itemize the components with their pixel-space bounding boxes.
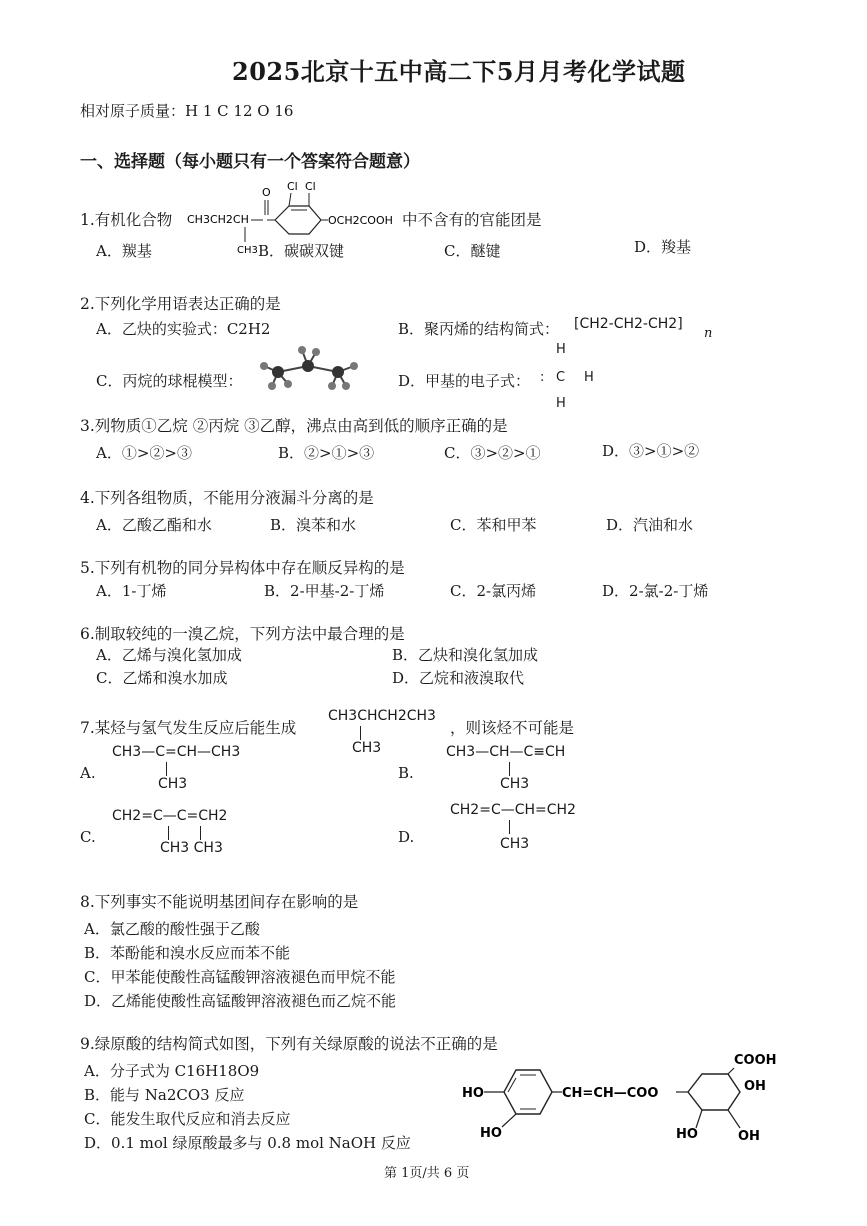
q4-option-c[interactable]: C．苯和甲苯 [450, 516, 537, 534]
q4-option-d[interactable]: D．汽油和水 [606, 516, 694, 534]
methyl-lone-dot: : [540, 370, 545, 385]
q1-suffix: 中不含有的官能团是 [402, 211, 542, 229]
methyl-h-bottom: H [556, 396, 566, 411]
q7-option-d-sub: CH3 [500, 836, 530, 852]
q2-polymer-n: n [704, 326, 713, 341]
q6-option-a[interactable]: A．乙烯与溴化氢加成 [96, 646, 242, 664]
q5-option-d[interactable]: D．2-氯-2-丁烯 [602, 582, 709, 600]
q9-oh2: OH [738, 1129, 760, 1144]
q7-option-d-label[interactable]: D. [398, 828, 415, 846]
q7-option-b-sub: CH3 [500, 776, 530, 792]
q9-option-a[interactable]: A．分子式为 C16H18O9 [84, 1062, 260, 1080]
q9-ho2: HO [480, 1126, 502, 1141]
q2-option-d[interactable]: D．甲基的电子式： [398, 372, 531, 390]
q7-a-bond [166, 762, 167, 776]
q1-option-d[interactable]: D．羧基 [634, 238, 692, 256]
q7-product-bond [360, 726, 361, 740]
q8-option-d[interactable]: D．乙烯能使酸性高锰酸钾溶液褪色而乙烷不能 [84, 992, 397, 1010]
q5-stem: 5.下列有机物的同分异构体中存在顺反异构的是 [80, 559, 405, 577]
q4-stem: 4.下列各组物质，不能用分液漏斗分离的是 [80, 489, 374, 507]
q7-option-c-sub: CH3 CH3 [160, 840, 223, 856]
q7-c-bond2 [200, 826, 201, 840]
propane-ball-stick-model [258, 344, 368, 394]
q1-methyl: CH3 [237, 245, 258, 256]
section-heading: 一、选择题（每小题只有一个答案符合题意） [80, 152, 420, 172]
q8-option-c[interactable]: C．甲苯能使酸性高锰酸钾溶液褪色而甲烷不能 [84, 968, 396, 986]
q6-option-b[interactable]: B．乙炔和溴化氢加成 [392, 646, 539, 664]
q7-option-c-label[interactable]: C. [80, 828, 96, 846]
q9-cooh: COOH [734, 1053, 777, 1068]
page-footer: 第 1页/共 6 页 [384, 1166, 470, 1181]
q9-option-c[interactable]: C．能发生取代反应和消去反应 [84, 1110, 291, 1128]
q1-substituent: OCH2COOH [328, 214, 393, 227]
q7-option-d-main: CH2=C—CH=CH2 [450, 802, 576, 818]
chlorogenic-acid-structure [458, 1048, 808, 1148]
q7-product: CH3CHCH2CH3 [328, 708, 436, 724]
q7-option-a-label[interactable]: A. [80, 764, 96, 782]
q3-option-b[interactable]: B．②>①>③ [278, 444, 375, 462]
q9-chain: CH=CH—COO [562, 1086, 659, 1101]
q2-stem: 2.下列化学用语表达正确的是 [80, 295, 281, 313]
q7-suffix: ，则该烃不可能是 [450, 719, 575, 737]
q7-prefix: 7.某烃与氢气发生反应后能生成 [80, 719, 297, 737]
q9-ho1: HO [462, 1086, 484, 1101]
q3-stem: 3.列物质①乙烷 ②丙烷 ③乙醇，沸点由高到低的顺序正确的是 [80, 417, 508, 435]
q1-cl1: Cl [287, 180, 298, 193]
page-title: 2025北京十五中高二下5月月考化学试题 [232, 57, 686, 86]
q2-option-b[interactable]: B．聚丙烯的结构简式： [398, 320, 560, 338]
methyl-c: C [556, 370, 566, 385]
q9-oh1: OH [744, 1079, 766, 1094]
q7-option-b-label[interactable]: B. [398, 764, 414, 782]
q7-product-methyl: CH3 [352, 740, 382, 756]
q6-stem: 6.制取较纯的一溴乙烷，下列方法中最合理的是 [80, 625, 405, 643]
q6-option-c[interactable]: C．乙烯和溴水加成 [96, 669, 228, 687]
q7-option-c-main: CH2=C—C=CH2 [112, 808, 228, 824]
q4-option-b[interactable]: B．溴苯和水 [270, 516, 357, 534]
q1-carbonyl-o: O [262, 186, 271, 199]
q8-stem: 8.下列事实不能说明基团间存在影响的是 [80, 893, 359, 911]
methyl-h-top: H [556, 342, 566, 357]
q5-option-a[interactable]: A．1-丁烯 [96, 582, 167, 600]
q7-option-a-main: CH3—C=CH—CH3 [112, 744, 241, 760]
q7-option-a-sub: CH3 [158, 776, 188, 792]
q1-option-b[interactable]: B．碳碳双键 [258, 242, 345, 260]
atomic-masses: 相对原子质量：H 1 C 12 O 16 [80, 102, 294, 120]
q1-chain: CH3CH2CH [187, 213, 249, 226]
q5-option-b[interactable]: B．2-甲基-2-丁烯 [264, 582, 385, 600]
q3-option-a[interactable]: A．①>②>③ [96, 444, 192, 462]
q7-b-bond [509, 762, 510, 776]
q9-ho3: HO [676, 1127, 698, 1142]
q4-option-a[interactable]: A．乙酸乙酯和水 [96, 516, 212, 534]
q1-option-c[interactable]: C．醚键 [444, 242, 501, 260]
q8-option-b[interactable]: B．苯酚能和溴水反应而苯不能 [84, 944, 291, 962]
q7-option-b-main: CH3—CH—C≡CH [446, 744, 566, 760]
q2-option-a[interactable]: A．乙炔的实验式：C2H2 [96, 320, 271, 338]
q8-option-a[interactable]: A．氯乙酸的酸性强于乙酸 [84, 920, 260, 938]
q9-option-d[interactable]: D．0.1 mol 绿原酸最多与 0.8 mol NaOH 反应 [84, 1134, 411, 1152]
q6-option-d[interactable]: D．乙烷和液溴取代 [392, 669, 525, 687]
q2-option-c[interactable]: C．丙烷的球棍模型： [96, 372, 243, 390]
q3-option-c[interactable]: C．③>②>① [444, 444, 541, 462]
q7-c-bond1 [168, 826, 169, 840]
q3-option-d[interactable]: D．③>①>② [602, 442, 700, 460]
q1-option-a[interactable]: A．羰基 [96, 242, 152, 260]
methyl-h-right: H [584, 370, 594, 385]
q7-d-bond [509, 820, 510, 834]
q2-polypropene-formula: [CH2-CH2-CH2] [574, 316, 683, 332]
q1-prefix: 1.有机化合物 [80, 211, 173, 229]
q1-cl2: Cl [305, 180, 316, 193]
q9-stem: 9.绿原酸的结构简式如图，下列有关绿原酸的说法不正确的是 [80, 1035, 498, 1053]
q9-option-b[interactable]: B．能与 Na2CO3 反应 [84, 1086, 245, 1104]
q5-option-c[interactable]: C．2-氯丙烯 [450, 582, 537, 600]
